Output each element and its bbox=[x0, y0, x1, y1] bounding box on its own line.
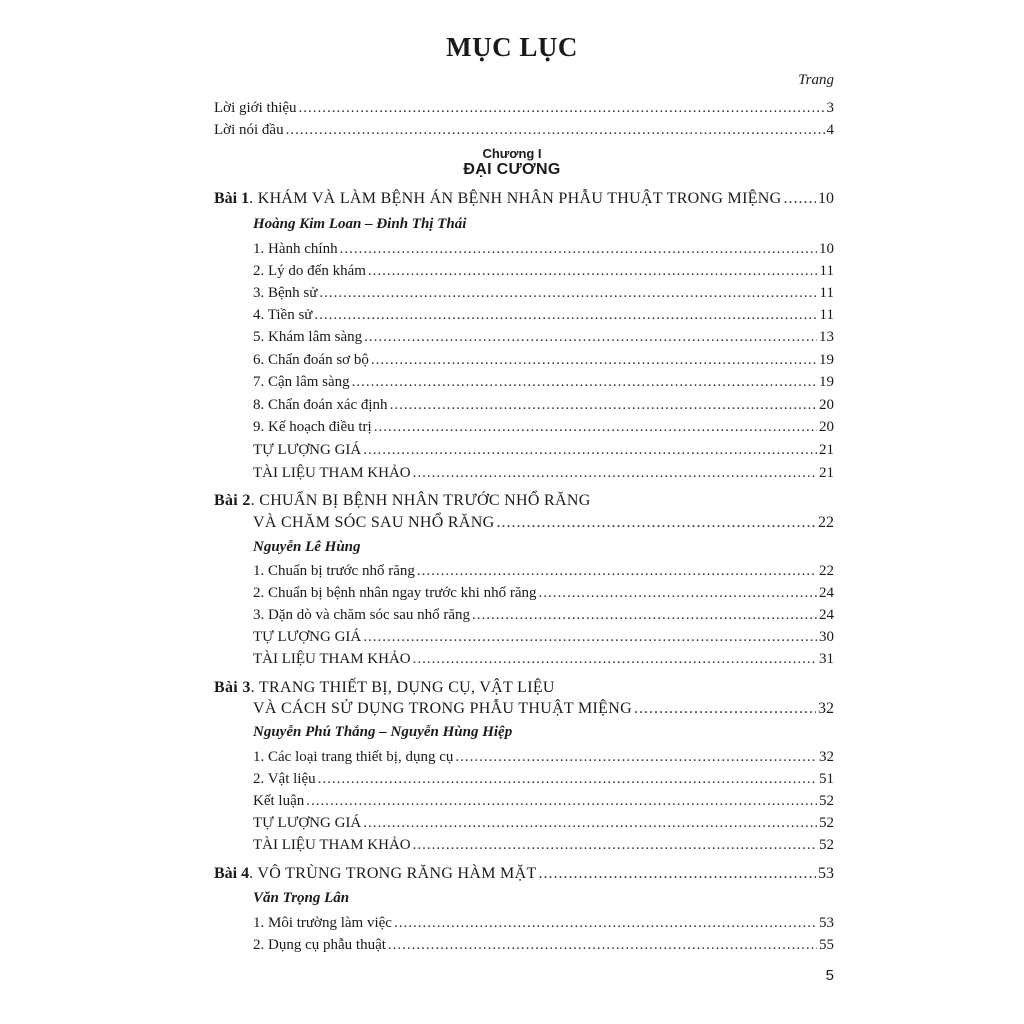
toc-entry-page: 3 bbox=[826, 100, 834, 116]
toc-entry[interactable] bbox=[253, 563, 834, 580]
toc-entry-label: 8. Chẩn đoán xác định bbox=[253, 397, 388, 413]
toc-entry-label: 1. Các loại trang thiết bị, dụng cụ bbox=[253, 749, 454, 765]
toc-entry[interactable] bbox=[253, 607, 834, 624]
toc-entry[interactable] bbox=[214, 122, 834, 139]
page-number: 5 bbox=[825, 967, 834, 984]
leader-dots bbox=[314, 307, 817, 324]
toc-entry-page: 22 bbox=[819, 563, 834, 579]
toc-entry-page: 32 bbox=[818, 700, 834, 717]
toc-entry-page: 21 bbox=[819, 465, 834, 481]
toc-entry-label: 5. Khám lâm sàng bbox=[253, 329, 363, 345]
leader-dots bbox=[496, 514, 816, 532]
leader-dots bbox=[783, 190, 816, 208]
page-title: MỤC LỤC bbox=[446, 32, 578, 62]
toc-entry-page: 20 bbox=[819, 419, 834, 435]
leader-dots bbox=[371, 352, 817, 369]
lesson-heading[interactable] bbox=[214, 492, 591, 510]
toc-entry-label: 4. Tiền sử bbox=[253, 307, 313, 323]
toc-entry[interactable] bbox=[253, 419, 834, 436]
toc-entry[interactable] bbox=[253, 241, 834, 258]
toc-entry-page: 20 bbox=[819, 397, 834, 413]
toc-entry-label: 1. Chuẩn bị trước nhổ răng bbox=[253, 563, 415, 579]
page-column-label: Trang bbox=[798, 72, 834, 88]
leader-dots bbox=[364, 329, 817, 346]
leader-dots bbox=[340, 241, 817, 258]
toc-entry-page: 13 bbox=[819, 329, 834, 345]
toc-entry-label: Kết luận bbox=[253, 793, 305, 809]
lesson-heading[interactable] bbox=[214, 679, 555, 697]
lesson-title: . KHÁM VÀ LÀM BỆNH ÁN BỆNH NHÂN PHẪU THUẬT TRONG MIỆNG bbox=[249, 190, 782, 207]
toc-entry[interactable] bbox=[253, 937, 834, 954]
leader-dots bbox=[388, 937, 817, 954]
toc-entry-label: TỰ LƯỢNG GIÁ bbox=[253, 629, 362, 645]
lesson-author: Nguyễn Phú Thắng – Nguyễn Hùng Hiệp bbox=[253, 724, 513, 740]
lesson-number: Bài 4 bbox=[214, 865, 250, 882]
toc-entry-page: 51 bbox=[819, 771, 834, 787]
toc-entry-page: 53 bbox=[819, 915, 834, 931]
toc-entry[interactable] bbox=[253, 793, 834, 810]
leader-dots bbox=[319, 285, 817, 302]
toc-entry-page: 11 bbox=[819, 307, 834, 323]
toc-entry-page: 53 bbox=[818, 865, 834, 882]
lesson-heading-continuation[interactable] bbox=[253, 514, 834, 532]
toc-entry[interactable] bbox=[253, 915, 834, 932]
toc-entry-label: TÀI LIỆU THAM KHẢO bbox=[253, 651, 411, 667]
toc-entry-label: 6. Chẩn đoán sơ bộ bbox=[253, 352, 369, 368]
lesson-title: VÀ CHĂM SÓC SAU NHỔ RĂNG bbox=[253, 514, 495, 531]
toc-entry[interactable] bbox=[253, 263, 834, 280]
lesson-heading[interactable] bbox=[214, 190, 834, 208]
toc-entry-page: 24 bbox=[819, 607, 834, 623]
toc-entry[interactable] bbox=[253, 442, 834, 459]
toc-entry-label: 3. Bệnh sử bbox=[253, 285, 318, 301]
leader-dots bbox=[374, 419, 817, 436]
toc-entry-label: TỰ LƯỢNG GIÁ bbox=[253, 442, 362, 458]
toc-entry-label: TÀI LIỆU THAM KHẢO bbox=[253, 837, 411, 853]
leader-dots bbox=[390, 397, 817, 414]
lesson-author: Văn Trọng Lân bbox=[253, 890, 350, 906]
toc-entry-page: 52 bbox=[819, 815, 834, 831]
toc-entry-page: 31 bbox=[819, 651, 834, 667]
leader-dots bbox=[394, 915, 817, 932]
toc-entry-page: 11 bbox=[819, 285, 834, 301]
leader-dots bbox=[417, 563, 817, 580]
lesson-heading[interactable] bbox=[214, 865, 834, 883]
leader-dots bbox=[539, 865, 816, 883]
leader-dots bbox=[352, 374, 817, 391]
toc-entry[interactable] bbox=[253, 815, 834, 832]
lesson-title: . TRANG THIẾT BỊ, DỤNG CỤ, VẬT LIỆU bbox=[250, 679, 555, 696]
toc-entry[interactable] bbox=[253, 465, 834, 482]
leader-dots bbox=[363, 815, 817, 832]
toc-entry[interactable] bbox=[253, 374, 834, 391]
toc-entry-label: TÀI LIỆU THAM KHẢO bbox=[253, 465, 411, 481]
toc-entry-page: 10 bbox=[818, 190, 834, 207]
toc-entry-page: 24 bbox=[819, 585, 834, 601]
toc-entry[interactable] bbox=[253, 307, 834, 324]
leader-dots bbox=[363, 629, 817, 646]
leader-dots bbox=[413, 465, 817, 482]
toc-entry[interactable] bbox=[253, 651, 834, 668]
leader-dots bbox=[363, 442, 817, 459]
toc-entry-page: 11 bbox=[819, 263, 834, 279]
toc-entry-page: 19 bbox=[819, 374, 834, 390]
toc-entry[interactable] bbox=[214, 100, 834, 117]
toc-entry-page: 22 bbox=[818, 514, 834, 531]
toc-entry-page: 30 bbox=[819, 629, 834, 645]
toc-entry-label: TỰ LƯỢNG GIÁ bbox=[253, 815, 362, 831]
toc-entry-label: 9. Kế hoạch điều trị bbox=[253, 419, 372, 435]
leader-dots bbox=[286, 122, 825, 139]
toc-entry-page: 4 bbox=[826, 122, 834, 138]
toc-entry[interactable] bbox=[253, 329, 834, 346]
toc-entry-page: 52 bbox=[819, 793, 834, 809]
leader-dots bbox=[368, 263, 818, 280]
leader-dots bbox=[634, 700, 816, 718]
toc-entry-label: Lời nói đầu bbox=[214, 122, 284, 138]
lesson-title: . CHUẨN BỊ BỆNH NHÂN TRƯỚC NHỔ RĂNG bbox=[250, 492, 591, 509]
chapter-title: ĐẠI CƯƠNG bbox=[463, 161, 561, 178]
toc-entry-page: 32 bbox=[819, 749, 834, 765]
toc-entry-label: Lời giới thiệu bbox=[214, 100, 297, 116]
leader-dots bbox=[455, 749, 817, 766]
leader-dots bbox=[413, 651, 817, 668]
leader-dots bbox=[539, 585, 817, 602]
toc-entry-label: 2. Vật liệu bbox=[253, 771, 316, 787]
leader-dots bbox=[318, 771, 817, 788]
lesson-heading-continuation[interactable] bbox=[253, 700, 834, 718]
lesson-author: Nguyễn Lê Hùng bbox=[253, 539, 361, 555]
toc-entry-label: 2. Lý do đến khám bbox=[253, 263, 366, 279]
toc-entry[interactable] bbox=[253, 837, 834, 854]
toc-entry[interactable] bbox=[253, 771, 834, 788]
lesson-title: . VÔ TRÙNG TRONG RĂNG HÀM MẶT bbox=[249, 865, 537, 882]
lesson-number: Bài 2 bbox=[214, 492, 251, 509]
leader-dots bbox=[299, 100, 825, 117]
toc-entry[interactable] bbox=[253, 285, 834, 302]
lesson-title: VÀ CÁCH SỬ DỤNG TRONG PHẪU THUẬT MIỆNG bbox=[253, 700, 632, 717]
toc-entry[interactable] bbox=[253, 585, 834, 602]
toc-entry-label: 1. Môi trường làm việc bbox=[253, 915, 392, 931]
chapter-number: Chương I bbox=[482, 146, 542, 161]
toc-entry-page: 52 bbox=[819, 837, 834, 853]
lesson-number: Bài 3 bbox=[214, 679, 251, 696]
toc-entry-label: 7. Cận lâm sàng bbox=[253, 374, 350, 390]
leader-dots bbox=[472, 607, 817, 624]
toc-entry[interactable] bbox=[253, 629, 834, 646]
toc-entry[interactable] bbox=[253, 397, 834, 414]
toc-entry-page: 21 bbox=[819, 442, 834, 458]
toc-entry-label: 2. Chuẩn bị bệnh nhân ngay trước khi nhổ răng bbox=[253, 585, 537, 601]
toc-entry-page: 10 bbox=[819, 241, 834, 257]
leader-dots bbox=[306, 793, 817, 810]
leader-dots bbox=[413, 837, 817, 854]
toc-entry[interactable] bbox=[253, 352, 834, 369]
lesson-number: Bài 1 bbox=[214, 190, 250, 207]
toc-entry-label: 2. Dụng cụ phẫu thuật bbox=[253, 937, 386, 953]
lesson-author: Hoàng Kim Loan – Đinh Thị Thái bbox=[253, 216, 467, 232]
toc-entry[interactable] bbox=[253, 749, 834, 766]
toc-entry-page: 55 bbox=[819, 937, 834, 953]
toc-entry-label: 3. Dặn dò và chăm sóc sau nhổ răng bbox=[253, 607, 471, 623]
toc-entry-page: 19 bbox=[819, 352, 834, 368]
toc-entry-label: 1. Hành chính bbox=[253, 241, 338, 257]
